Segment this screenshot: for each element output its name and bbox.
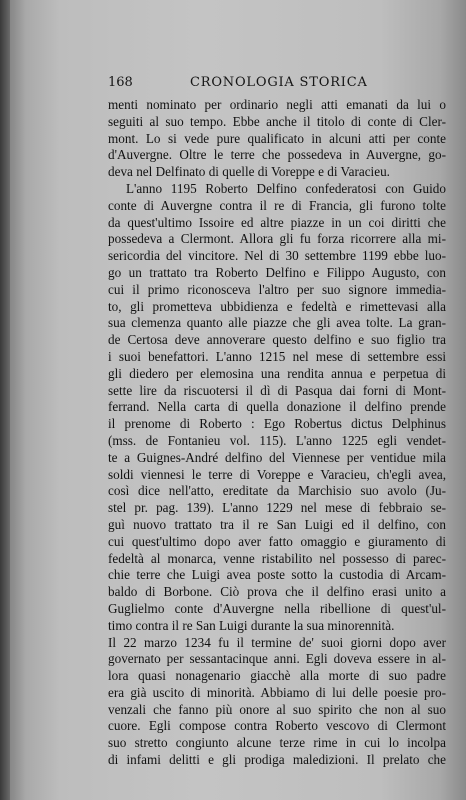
text-line: L'anno 1195 Roberto Delfino confederatosi con Guido xyxy=(126,180,446,196)
text-line: stel pr. pag. 139). L'anno 1229 nel mese di febbraio se- xyxy=(108,500,446,516)
text-line: i suoi benefattori. L'anno 1215 nel mese di settembre essi xyxy=(108,348,446,364)
text-line: seguiti al suo tempo. Ebbe anche il titolo di conte di Cler- xyxy=(108,113,446,129)
text-line: (mss. de Fontanieu vol. 115). L'anno 1225 egli vendet- xyxy=(108,432,446,448)
text-line: timo contra il re San Luigi durante la sua minorennità. xyxy=(108,617,395,633)
text-line: da quest'ultimo Issoire ed altre piazze in un coi diritti che xyxy=(108,214,446,230)
text-line: gli diedero per elemosina una rendita annua e perpetua di xyxy=(108,365,446,381)
text-line: venzali che fanno più onore al suo spirito che non al suo xyxy=(108,701,446,717)
text-line: era già uscito di minorità. Abbiamo di lui delle poesie pro- xyxy=(108,684,446,700)
text-line: cui quest'ultimo dopo aver fatto omaggio e giuramento di xyxy=(108,533,446,549)
text-line: ferrand. Nella carta di quella donazione il delfino prende xyxy=(108,399,446,415)
text-line: lora quasi nonagenario giacchè alla morte di suo padre xyxy=(108,668,446,684)
text-line: menti nominato per ordinario negli atti emanati da lui o xyxy=(108,97,446,112)
text-line: così dice nell'atto, ereditate da Marchisio suo avolo (Ju- xyxy=(108,483,446,499)
text-line: governato per sessantacinque anni. Egli doveva essere in al- xyxy=(108,651,446,667)
text-line: deva nel Delfinato di quelle di Voreppe e di Varacieu. xyxy=(108,164,390,180)
text-line: to, gli prometteva ubbidienza e fedeltà e rimettevasi alla xyxy=(108,298,446,314)
text-line: il prenome di Roberto : Ego Robertus dictus Delphinus xyxy=(108,416,446,432)
text-line: go un trattato tra Roberto Delfino e Filippo Augusto, con xyxy=(108,264,446,280)
book-spine-shadow xyxy=(0,0,10,800)
text-line: chie terre che Luigi avea poste sotto la custodia di Arcam- xyxy=(108,567,446,583)
text-line: possedeva a Clermont. Allora gli fu forza ricorrere alla mi- xyxy=(108,231,446,247)
running-title: CRONOLOGIA STORICA xyxy=(190,75,368,90)
text-line: conte di Auvergne contra il re di Francia, gli furono tolte xyxy=(108,197,446,213)
text-line: sericordia del vincitore. Nel di 30 settembre 1199 ebbe luo- xyxy=(108,248,446,264)
text-line: suo stretto congiunto alcune terze rime in cui lo incolpa xyxy=(108,735,446,751)
text-line: cui il primo riconosceva l'altro per suo signore immedia- xyxy=(108,281,446,297)
text-line: d'Auvergne. Oltre le terre che possedeva in Auvergne, go- xyxy=(108,147,446,163)
text-line: de Certosa deve annoverare questo delfino e suo figlio tra xyxy=(108,332,446,348)
text-line: sua clemenza quanto alle piazze che gli avea tolte. La gran- xyxy=(108,315,446,331)
text-line: guì nuovo trattato tra il re San Luigi ed il delfino, con xyxy=(108,516,446,532)
text-line: soldi viennesi le terre di Voreppe e Varacieu, ch'egli avea, xyxy=(108,466,446,482)
page-number: 168 xyxy=(108,75,133,90)
page-header xyxy=(108,75,448,93)
text-line: sette lire da riscuotersi il dì di Pasqua dai forni di Mont- xyxy=(108,382,446,398)
text-line: te a Guignes-André delfino del Viennese per ventidue mila xyxy=(108,449,446,465)
text-line: baldo di Borbone. Ciò prova che il delfino erasi unito a xyxy=(108,584,446,600)
body-text xyxy=(108,97,446,769)
text-line: di infami delitti e gli prodiga maledizioni. Il prelato che xyxy=(108,752,446,768)
text-line: Guglielmo conte d'Auvergne nella ribellione di quest'ul- xyxy=(108,600,446,616)
text-line: mont. Lo si vede pure qualificato in alcuni atti per conte xyxy=(108,130,446,146)
text-line: cuore. Egli compose contra Roberto vescovo di Clermont xyxy=(108,718,446,734)
text-line: Il 22 marzo 1234 fu il termine de' suoi giorni dopo aver xyxy=(108,634,446,650)
text-line: fedeltà al monarca, venne ristabilito nel possesso di parec- xyxy=(108,550,446,566)
